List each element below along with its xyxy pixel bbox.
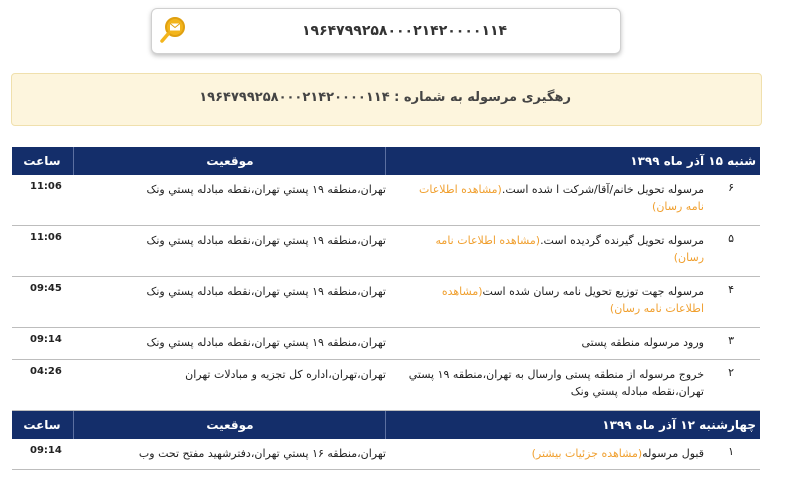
tracking-section-2 <box>12 411 760 470</box>
row-number: ۲ <box>728 366 734 379</box>
tracking-search-box[interactable] <box>151 8 621 54</box>
row-description <box>404 232 704 266</box>
row-number: ۴ <box>728 283 734 296</box>
row-description <box>404 181 704 215</box>
row-description <box>404 445 704 462</box>
time-column-header: ساعت <box>11 147 74 175</box>
row-description: خروج مرسوله از منطقه پستی وارسال به تهران،منطقه ۱۹ پستي تهران،نقطه مبادله پستي ونک <box>408 368 704 398</box>
row-time: 04:26 <box>30 366 62 377</box>
table-row <box>12 226 760 277</box>
banner-title: رهگیری مرسوله به شماره : ۱۹۶۴۷۹۹۲۵۸۰۰۰۲۱۴۲۰۰۰۰۱۱۴ <box>199 90 571 105</box>
row-number: ۱ <box>728 445 734 458</box>
carrier-info-link[interactable]: (مشاهده اطلاعات نامه رسان) <box>435 234 704 264</box>
row-location: تهران،منطقه ۱۹ پستي تهران،نقطه مبادله پستي ونک <box>146 234 386 247</box>
row-time: 09:14 <box>30 334 62 345</box>
row-location: تهران،منطقه ۱۹ پستي تهران،نقطه مبادله پستي ونک <box>146 183 386 196</box>
row-location: تهران،منطقه ۱۹ پستي تهران،نقطه مبادله پستي ونک <box>146 285 386 298</box>
row-location: تهران،منطقه ۱۶ پستي تهران،دفترشهید مفتح تحت وب <box>138 447 386 460</box>
tracking-number-value[interactable]: ۱۹۶۴۷۹۹۲۵۸۰۰۰۲۱۴۲۰۰۰۰۱۱۴ <box>302 23 508 39</box>
status-text: مرسوله جهت توزیع تحویل نامه رسان شده است <box>482 285 704 298</box>
carrier-info-link[interactable]: (مشاهده اطلاعات نامه رسان) <box>441 285 704 315</box>
carrier-info-link[interactable]: (مشاهده اطلاعات نامه رسان) <box>419 183 704 213</box>
row-number: ۶ <box>728 181 734 194</box>
section-date: چهارشنبه ۱۲ آذر ماه ۱۳۹۹ <box>602 418 756 432</box>
row-location: تهران،تهران،اداره کل تجزیه و مبادلات تهران <box>185 368 386 381</box>
row-time: 11:06 <box>30 181 62 192</box>
tracking-banner <box>11 73 762 126</box>
tracking-section-1 <box>12 147 760 411</box>
section-header <box>12 147 760 175</box>
search-mail-icon[interactable] <box>158 15 188 45</box>
row-number: ۵ <box>728 232 734 245</box>
row-description: ورود مرسوله منطقه پستی <box>581 336 704 349</box>
row-time: 11:06 <box>30 232 62 243</box>
table-row <box>12 360 760 411</box>
location-column-header: موقعیت <box>75 411 386 439</box>
table-row <box>12 439 760 470</box>
location-column-header: موقعیت <box>75 147 386 175</box>
row-number: ۳ <box>728 334 734 347</box>
status-text: مرسوله تحویل گیرنده گردیده است. <box>540 234 704 247</box>
table-row <box>12 277 760 328</box>
row-location: تهران،منطقه ۱۹ پستي تهران،نقطه مبادله پستي ونک <box>146 336 386 349</box>
row-time: 09:45 <box>30 283 62 294</box>
row-description <box>404 283 704 317</box>
section-date: شنبه ۱۵ آذر ماه ۱۳۹۹ <box>630 154 756 168</box>
table-row <box>12 175 760 226</box>
more-details-link[interactable]: (مشاهده جزئیات بیشتر) <box>531 447 643 460</box>
status-text: مرسوله تحویل خانم/آقا/شرکت ا شده است. <box>501 183 704 196</box>
row-time: 09:14 <box>30 445 62 456</box>
section-header <box>12 411 760 439</box>
time-column-header: ساعت <box>11 411 74 439</box>
status-text: قبول مرسوله <box>642 447 704 460</box>
table-row <box>12 328 760 360</box>
